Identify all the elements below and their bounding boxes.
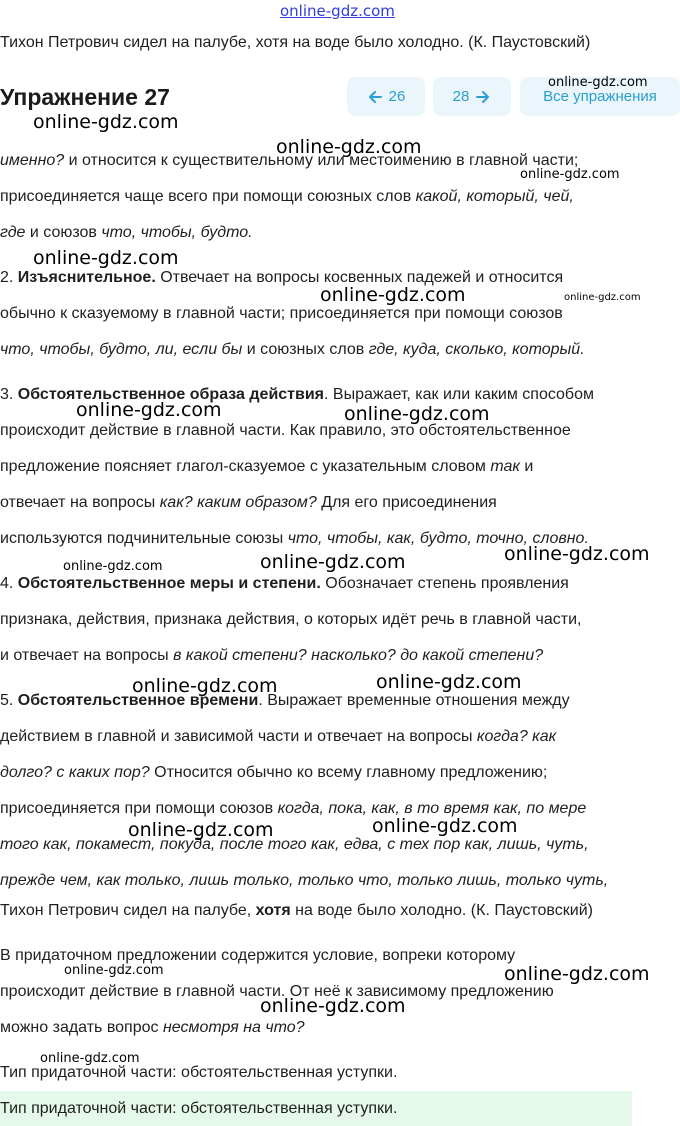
text-line: что, чтобы, будто, ли, если бы и союзных слов где, куда, сколько, который.: [0, 341, 585, 358]
watermark: online-gdz.com: [128, 819, 274, 841]
text-line: присоединяется при помощи союзов когда, пока, как, в то время как, по мере: [0, 800, 587, 817]
watermark: online-gdz.com: [320, 284, 466, 306]
text-line: обычно к сказуемому в главной части; присоединяется при помощи союзов: [0, 305, 563, 322]
example-sentence: Тихон Петрович сидел на палубе, хотя на воде было холодно. (К. Паустовский): [0, 902, 593, 919]
watermark: online-gdz.com: [504, 963, 650, 985]
watermark: online-gdz.com: [548, 75, 648, 90]
next-exercise-button[interactable]: [433, 77, 511, 116]
text-line: того как, покамест, покуда, после того как, едва, с тех пор как, лишь, чуть,: [0, 836, 589, 853]
text-line: прежде чем, как только, лишь только, только что, только лишь, только чуть,: [0, 872, 609, 889]
text-line: 4. Обстоятельственное меры и степени. Обозначает степень проявления: [0, 575, 569, 592]
text-line: где и союзов что, чтобы, будто.: [0, 224, 253, 241]
next-exercise-label: 28: [452, 88, 470, 105]
text-line: 3. Обстоятельственное образа действия. Выражает, как или каким способом: [0, 386, 594, 403]
watermark: online-gdz.com: [564, 292, 641, 303]
watermark: online-gdz.com: [260, 551, 406, 573]
answer-text: Тип придаточной части: обстоятельственная уступки.: [0, 1100, 398, 1117]
watermark: online-gdz.com: [276, 136, 422, 158]
clause-type-line: Тип придаточной части: обстоятельственная уступки.: [0, 1064, 398, 1081]
text-line: отвечает на вопросы как? каким образом? Для его присоединения: [0, 494, 497, 511]
watermark: online-gdz.com: [63, 559, 163, 574]
explanation-line: происходит действие в главной части. От неё к зависимому предложению: [0, 983, 554, 1000]
exercise-title: Упражнение 27: [0, 84, 170, 110]
prev-exercise-label: 26: [388, 88, 406, 105]
text-line: признака, действия, признака действия, о которых идёт речь в главной части,: [0, 611, 582, 628]
explanation-line: можно задать вопрос несмотря на что?: [0, 1019, 305, 1036]
watermark: online-gdz.com: [40, 1051, 140, 1066]
text-line: 2. Изъяснительное. Отвечает на вопросы косвенных падежей и относится: [0, 269, 564, 286]
watermark: online-gdz.com: [344, 403, 490, 425]
watermark-top-link[interactable]: online-gdz.com: [280, 2, 395, 20]
text-line: именно? и относится к существительному или местоимению в главной части;: [0, 152, 579, 169]
watermark: online-gdz.com: [76, 399, 222, 421]
arrow-right-icon: [475, 90, 491, 104]
all-exercises-label: Все упражнения: [543, 88, 657, 105]
watermark: online-gdz.com: [520, 167, 620, 182]
prev-exercise-button[interactable]: [347, 77, 425, 116]
text-line: действием в главной и зависимой части и отвечает на вопросы когда? как: [0, 728, 557, 745]
previous-example-sentence: Тихон Петрович сидел на палубе, хотя на воде было холодно. (К. Паустовский): [0, 34, 591, 51]
text-line: используются подчинительные союзы что, чтобы, как, будто, точно, словно.: [0, 530, 589, 547]
watermark: online-gdz.com: [260, 995, 406, 1017]
arrow-left-icon: [367, 90, 383, 104]
watermark: online-gdz.com: [33, 247, 179, 269]
text-line: предложение поясняет глагол-сказуемое с указательным словом так и: [0, 458, 534, 475]
text-line: происходит действие в главной части. Как правило, это обстоятельственное: [0, 422, 571, 439]
watermark: online-gdz.com: [376, 671, 522, 693]
text-line: присоединяется чаще всего при помощи союзных слов какой, который, чей,: [0, 188, 574, 205]
explanation-line: В придаточном предложении содержится условие, вопреки которому: [0, 947, 516, 964]
text-line: и отвечает на вопросы в какой степени? насколько? до какой степени?: [0, 647, 544, 664]
watermark: online-gdz.com: [132, 675, 278, 697]
watermark: online-gdz.com: [64, 963, 164, 978]
text-line: 5. Обстоятельственное времени. Выражает временные отношения между: [0, 692, 570, 709]
text-line: долго? с каких пор? Относится обычно ко всему главному предложению;: [0, 764, 548, 781]
watermark: online-gdz.com: [504, 543, 650, 565]
watermark: online-gdz.com: [33, 111, 179, 133]
watermark: online-gdz.com: [372, 815, 518, 837]
